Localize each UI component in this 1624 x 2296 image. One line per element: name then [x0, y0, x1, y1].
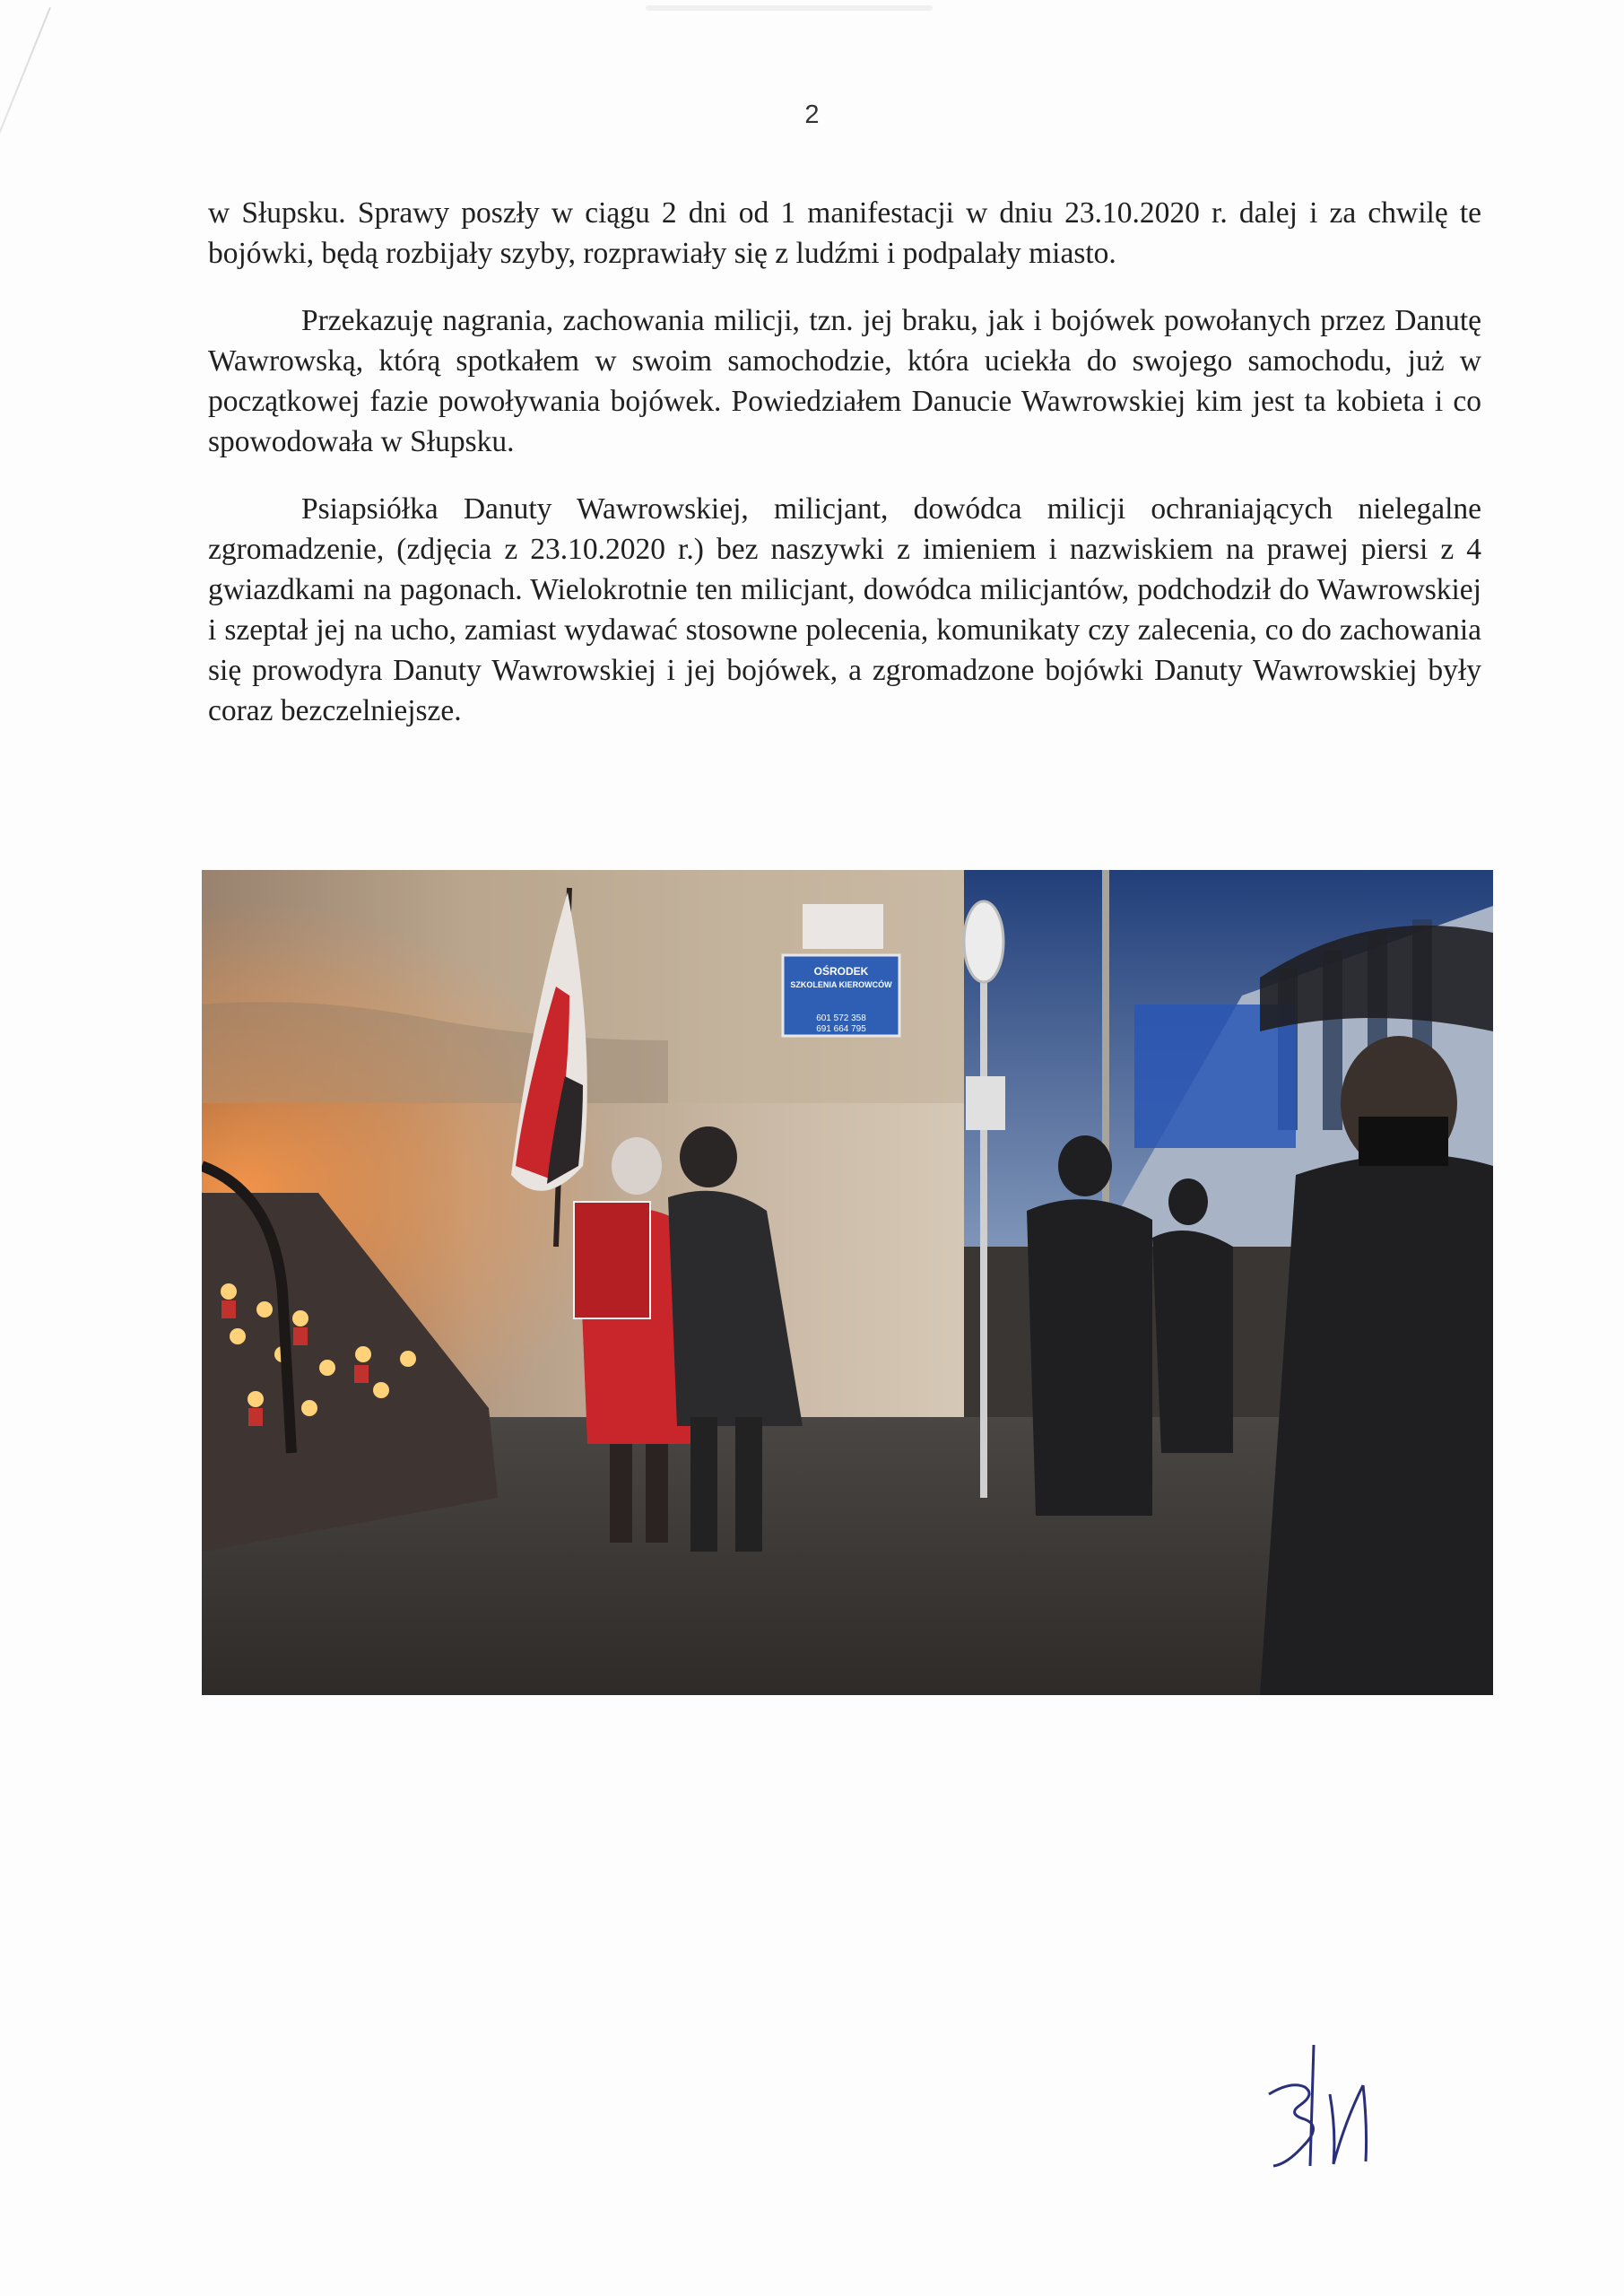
paragraph-1-text: w Słupsku. Sprawy poszły w ciągu 2 dni od 1 manifestacji w dniu 23.10.2020 r. dalej i za chwilę te bojówki, będą rozbijały szyby, rozprawiały się z ludźmi i podpalały miasto.	[208, 196, 1481, 270]
page-number: 2	[804, 100, 820, 129]
handwritten-signature	[1251, 2031, 1403, 2175]
scan-artifact-shade	[646, 5, 933, 11]
sign-phone-2: 691 664 795	[816, 1024, 866, 1034]
paragraph-3	[208, 489, 1481, 731]
face-mask	[1359, 1117, 1448, 1166]
sign-line-2: SZKOLENIA KIEROWCÓW	[790, 980, 892, 989]
protest-photo-illustration	[202, 870, 1493, 1695]
paragraph-2-text: Przekazuję nagrania, zachowania milicji, tzn. jej braku, jak i bojówek powołanych przez Danutę Wawrowską, którą spotkałem w swoim samochodzie, która uciekła do swojego samochodu, już w początkowej fazie powoływania bojówek. Powiedziałem Danucie Wawrowskiej kim jest ta kobieta i co spowodowała w Słupsku.	[208, 304, 1481, 458]
sign-line-1: OŚRODEK	[813, 965, 869, 978]
paragraph-1	[208, 193, 1481, 274]
protest-photo	[202, 870, 1493, 1695]
paragraph-2	[208, 300, 1481, 462]
paragraph-3-text: Psiapsiółka Danuty Wawrowskiej, milicjant, dowódca milicji ochraniających nielegalne zgromadzenie, (zdjęcia z 23.10.2020 r.) bez naszywki z imieniem i nazwiskiem na prawej piersi z 4 gwiazdkami na pagonach. Wielokrotnie ten milicjant, dowódca milicjantów, podchodził do Wawrowskiej i szeptał jej na ucho, zamiast wydawać stosowne polecenia, komunikaty czy zalecenia, co do zachowania się prowodyra Danuty Wawrowskiej i jej bojówek, a zgromadzone bojówki Danuty Wawrowskiej były coraz bezczelniejsze.	[208, 492, 1481, 727]
sign-phone-1: 601 572 358	[816, 1013, 866, 1023]
